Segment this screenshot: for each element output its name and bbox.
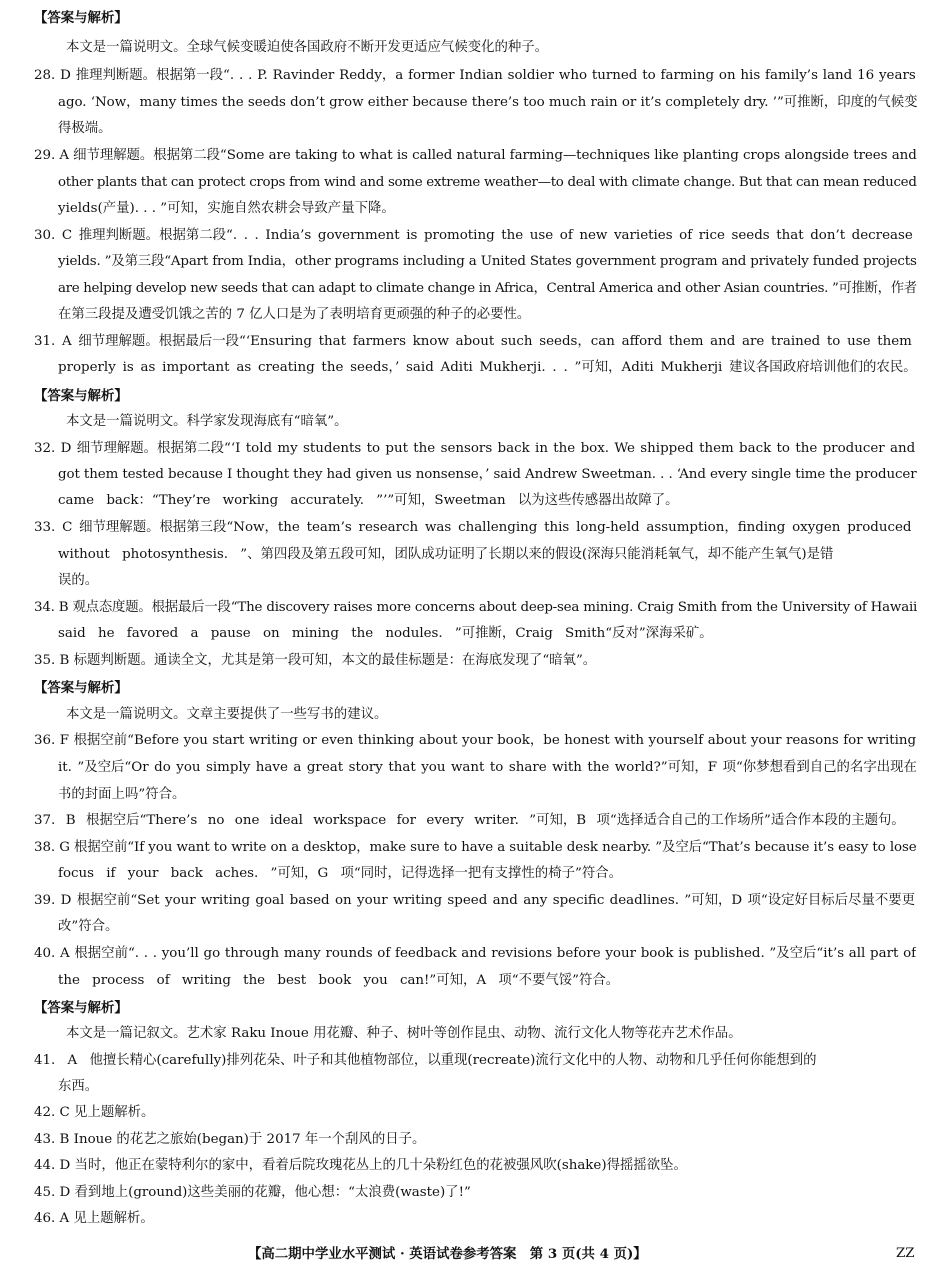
answer-line: 32. D 细节理解题。根据第二段“‘I told my students to put the sensors back in the box. We shipped them back to the producer and <box>34 441 916 456</box>
answer-line: ago. ‘Now，many times the seeds don’t grow either because there’s too much rain or it’s completely dry. ’”可推断，印度的气候变 <box>58 95 918 110</box>
answer-line: 35. B 标题判断题。通读全文，尤其是第一段可知，本文的最佳标题是：在海底发现了“暗氧”。 <box>34 653 597 668</box>
answer-line: 37. B 根据空后“There’s no one ideal workspace for every writer. ”可知，B 项“选择适合自己的工作场所”适合作本段的主题句。 <box>34 813 905 828</box>
answer-line: said he favored a pause on mining the nodules. ”可推断，Craig Smith“反对”深海采矿。 <box>58 626 713 641</box>
answer-line: 改”符合。 <box>58 919 119 934</box>
answer-line: 书的封面上吗”符合。 <box>58 787 186 802</box>
answer-line: 28. D 推理判断题。根据第一段“. . . P. Ravinder Reddy，a former Indian soldier who turned to farming on his family’s land 16 years <box>34 68 916 83</box>
answer-line: yields. ”及第三段“Apart from India，other programs including a United States government program and privately funded projects <box>58 254 917 269</box>
answer-line: 31. A 细节理解题。根据最后一段“‘Ensuring that farmers know about such seeds，can afford them and are trained to use them <box>34 334 912 349</box>
answer-line: focus if your back aches. ”可知，G 项“同时，记得选择一把有支撑性的椅子”符合。 <box>58 866 622 881</box>
answer-line: 29. A 细节理解题。根据第二段“Some are taking to what is called natural farming—techniques like planting crops alongside trees and <box>34 148 917 163</box>
answer-line: 东西。 <box>58 1079 99 1094</box>
answer-line: 46. A 见上题解析。 <box>34 1211 154 1226</box>
answer-line: 在第三段提及遭受饥饿之苦的 7 亿人口是为了表明培育更顽强的种子的必要性。 <box>58 307 531 322</box>
answer-line: 33. C 细节理解题。根据第三段“Now，the team’s research was challenging this long-held assumption，finding oxygen produced <box>34 520 912 535</box>
answer-line: 43. B Inoue 的花艺之旅始(began)于 2017 年一个刮风的日子。 <box>34 1132 426 1147</box>
answer-line: the process of writing the best book you can!”可知，A 项“不要气馁”符合。 <box>58 973 620 988</box>
answer-line: got them tested because I thought they had given us nonsense，’ said Andrew Sweetman. . . ‘And every single time the producer <box>58 467 917 482</box>
section-heading: 【答案与解析】 <box>34 10 128 26</box>
page-footer-title: 【高二期中学业水平测试 · 英语试卷参考答案 第 3 页(共 4 页)】 <box>248 1246 647 1262</box>
answer-line: it. ”及空后“Or do you simply have a great story that you want to share with the world?”可知，F 项“你梦想看到自己的名字出现在 <box>58 760 917 775</box>
answer-line: 39. D 根据空前“Set your writing goal based on your writing speed and any specific deadlines. ”可知，D 项“设定好目标后尽量不要更 <box>34 893 916 908</box>
section-heading: 【答案与解析】 <box>34 1000 128 1016</box>
answer-line: are helping develop new seeds that can adapt to climate change in Africa，Central America and other Asian countries. ”可推断，作者 <box>58 281 917 296</box>
answer-line: 42. C 见上题解析。 <box>34 1105 155 1120</box>
answer-line: 45. D 看到地上(ground)这些美丽的花瓣，他心想：“太浪费(waste)了!” <box>34 1185 471 1200</box>
answer-line: other plants that can protect crops from wind and some extreme weather—to deal with climate change. But that can mean reduced <box>58 175 917 190</box>
answer-line: 本文是一篇说明文。文章主要提供了一些写书的建议。 <box>66 707 388 722</box>
answer-line: 本文是一篇记叙文。艺术家 Raku Inoue 用花瓣、种子、树叶等创作昆虫、动物、流行文化人物等花卉艺术作品。 <box>66 1026 742 1041</box>
section-heading: 【答案与解析】 <box>34 388 128 404</box>
answer-line: 41. A 他擅长精心(carefully)排列花朵、叶子和其他植物部位，以重现(recreate)流行文化中的人物、动物和几乎任何你能想到的 <box>34 1053 817 1068</box>
answer-line: 本文是一篇说明文。科学家发现海底有“暗氧”。 <box>66 414 348 429</box>
answer-line: 36. F 根据空前“Before you start writing or even thinking about your book，be honest with yourself about your reasons for writing <box>34 733 917 748</box>
answer-line: properly is as important as creating the seeds，’ said Aditi Mukherji. . . ”可知，Aditi Mukherji 建议各国政府培训他们的农民。 <box>58 360 917 375</box>
answer-line: 误的。 <box>58 573 99 588</box>
answer-line: yields(产量). . . ”可知，实施自然农耕会导致产量下降。 <box>58 201 395 216</box>
section-heading: 【答案与解析】 <box>34 680 128 696</box>
answer-line: 38. G 根据空前“If you want to write on a desktop，make sure to have a suitable desk nearby. ”及空后“That’s because it’s easy to lose <box>34 840 917 855</box>
answer-line: 本文是一篇说明文。全球气候变暖迫使各国政府不断开发更适应气候变化的种子。 <box>66 40 549 55</box>
answer-line: 得极端。 <box>58 121 112 136</box>
answer-line: 30. C 推理判断题。根据第二段“. . . India’s government is promoting the use of new varieties of rice seeds that don’t decrease <box>34 228 913 243</box>
answer-line: 40. A 根据空前“. . . you’ll go through many rounds of feedback and revisions before your book is published. ”及空后“it’s all part of <box>34 946 917 961</box>
answer-line: 44. D 当时，他正在蒙特利尔的家中，看着后院玫瑰花丛上的几十朵粉红色的花被强风吹(shake)得摇摇欲坠。 <box>34 1158 687 1173</box>
answer-line: 34. B 观点态度题。根据最后一段“The discovery raises more concerns about deep-sea mining. Craig Smith from the University of Hawaii <box>34 600 918 615</box>
answer-line: came back：“They’re working accurately. ”’”可知，Sweetman 以为这些传感器出故障了。 <box>58 493 679 508</box>
page-footer-code: ZZ <box>896 1246 915 1261</box>
answer-line: without photosynthesis. ”、第四段及第五段可知，团队成功证明了长期以来的假设(深海只能消耗氧气，却不能产生氧气)是错 <box>58 547 834 562</box>
